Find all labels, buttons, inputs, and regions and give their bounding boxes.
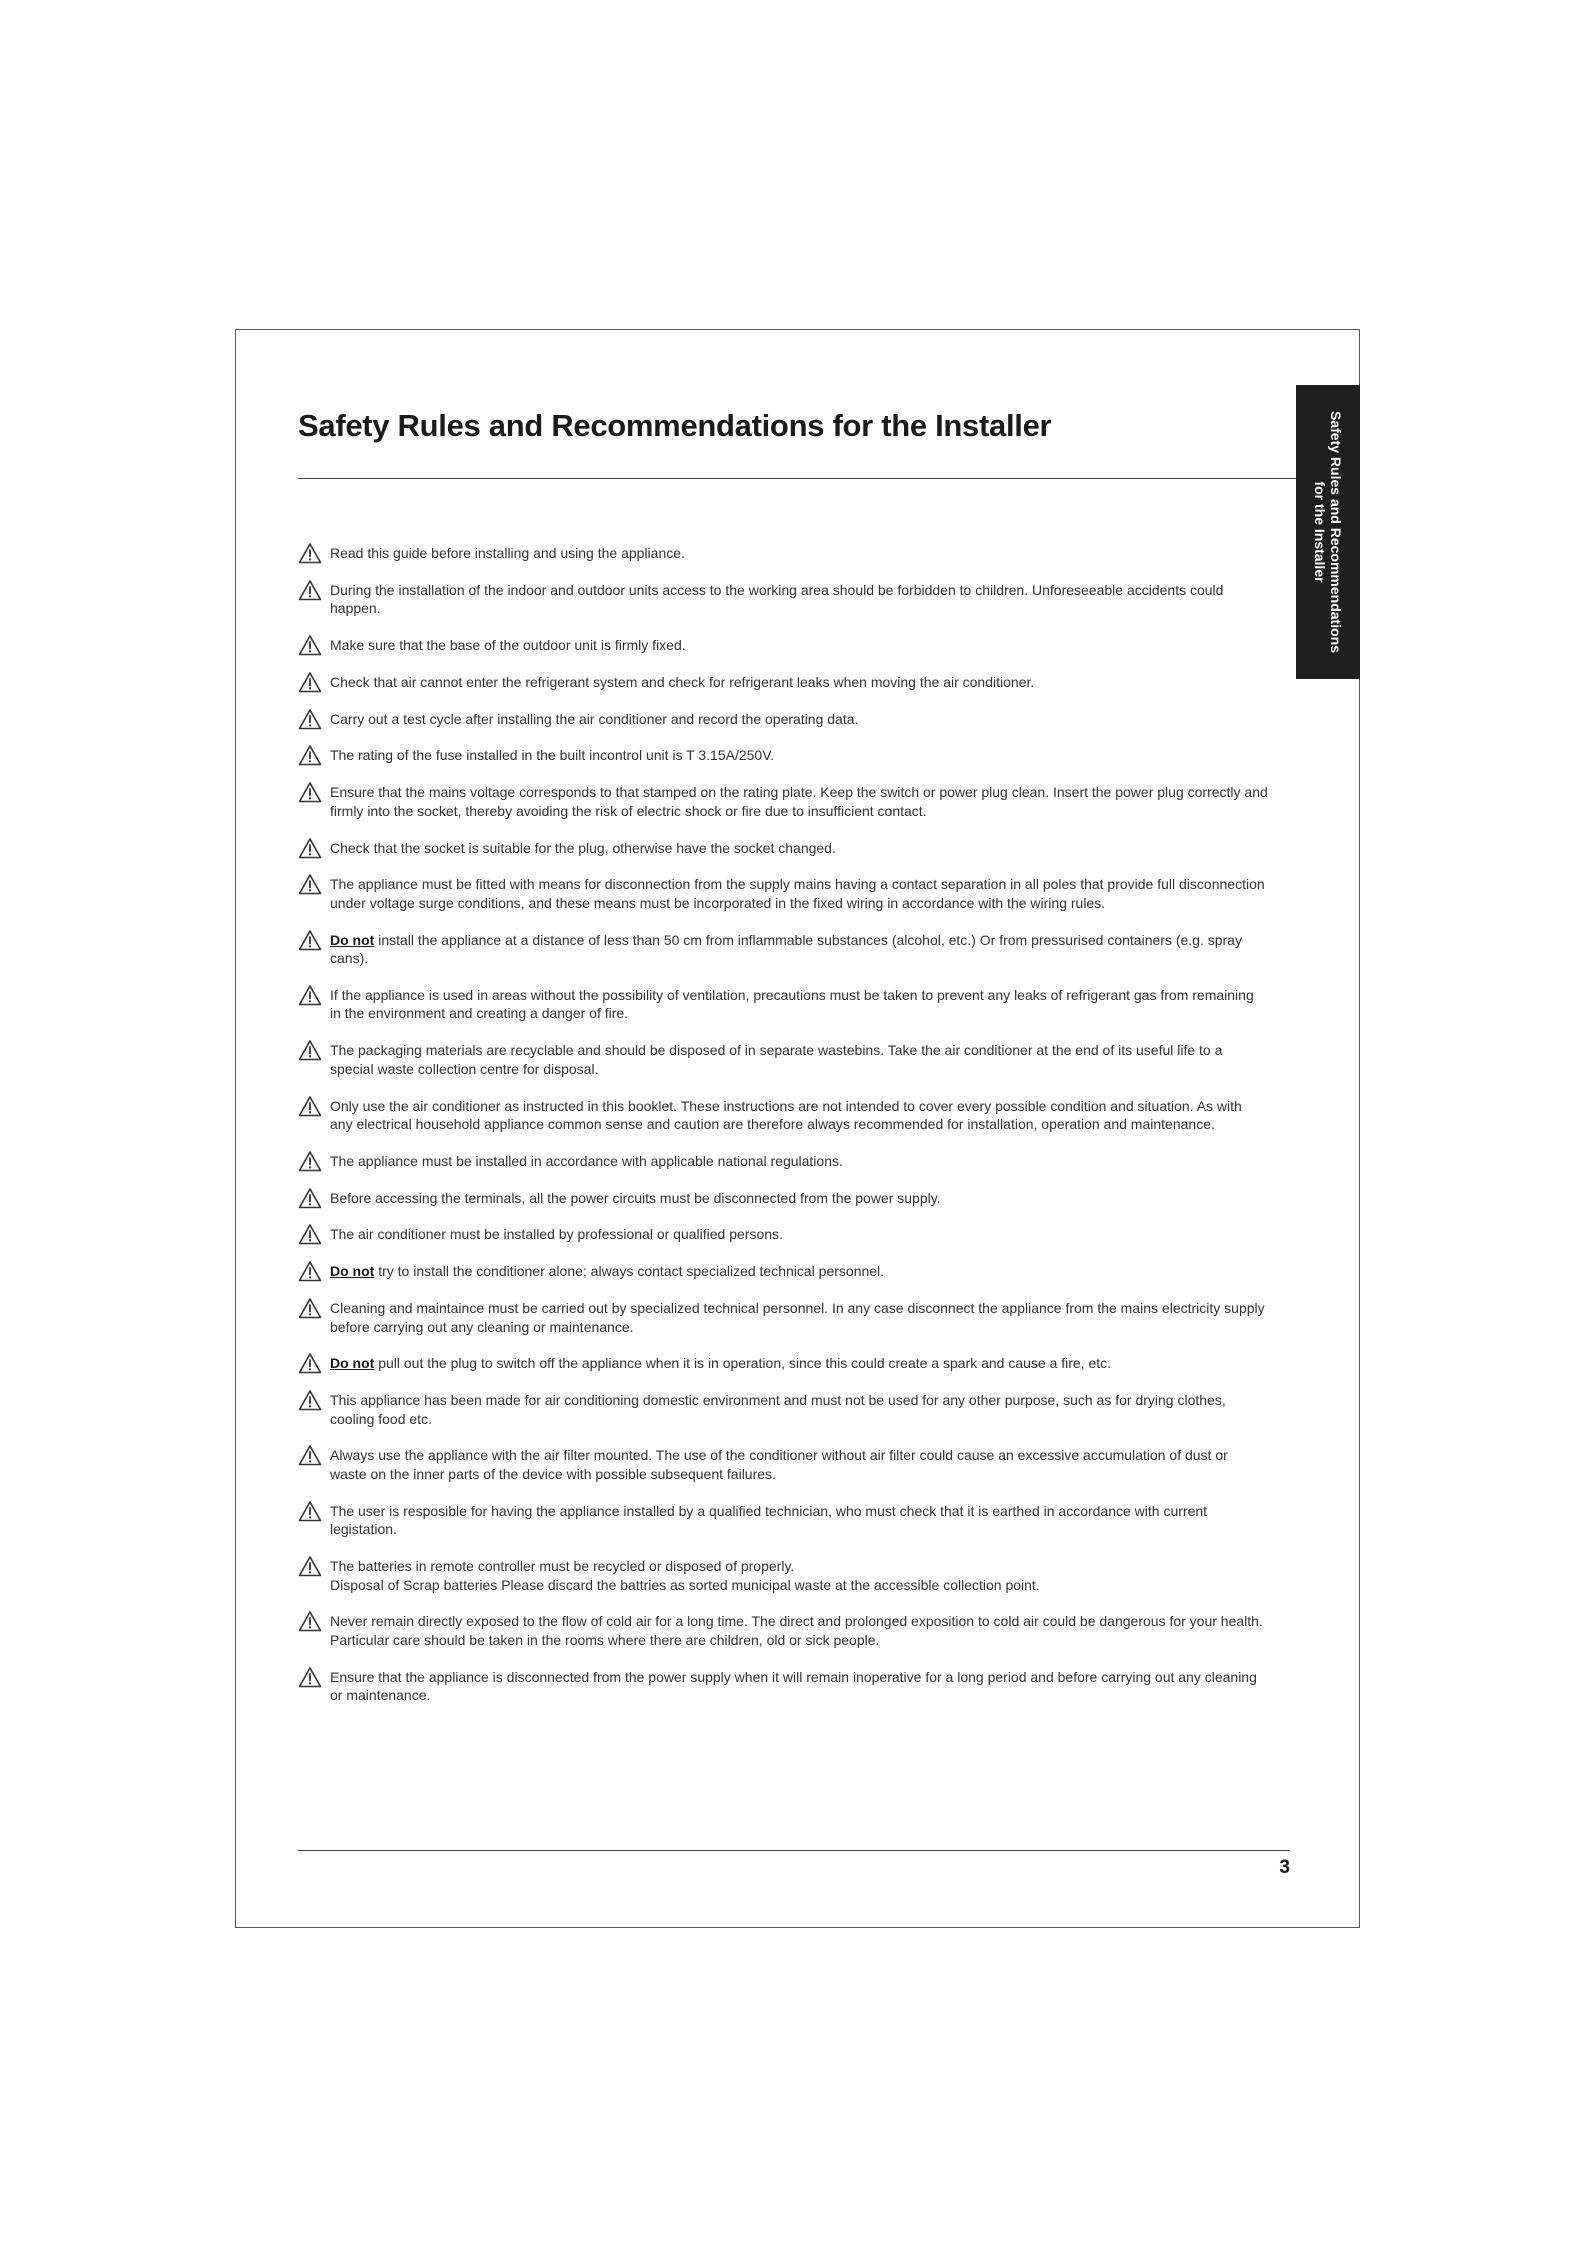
rule-text: The appliance must be fitted with means for disconnection from the supply mains having a contact separation in all poles that provide full disconnection under voltage surge conditions, and these means must be incorporated in the fixed wiring in accordance with the wiring rules. (330, 876, 1265, 911)
rule-text: The batteries in remote controller must be recycled or disposed of properly. (330, 1558, 795, 1575)
rule-text: The rating of the fuse installed in the built incontrol unit is T 3.15A/250V. (330, 747, 775, 764)
warning-triangle-icon (298, 579, 322, 601)
warning-triangle-icon (298, 671, 322, 693)
safety-rule-item (298, 931, 1268, 968)
rule-text: Ensure that the mains voltage corresponds to that stamped on the rating plate. Keep the switch or power plug clean. Insert the power plug correctly and firmly into the socket, thereby avoiding the risk of electric shock or fire due to insufficient contact. (330, 784, 1268, 819)
safety-rule-item (298, 1189, 1268, 1208)
safety-rule-item (298, 1152, 1268, 1171)
rule-text: Before accessing the terminals, all the power circuits must be disconnected from the power supply. (330, 1189, 941, 1206)
warning-triangle-icon (298, 837, 322, 859)
rule-text: Make sure that the base of the outdoor unit is firmly fixed. (330, 637, 686, 654)
safety-rule-item (298, 1557, 1268, 1594)
warning-triangle-icon (298, 1150, 322, 1172)
rule-text: The air conditioner must be installed by professional or qualified persons. (330, 1226, 783, 1243)
rule-text: Never remain directly exposed to the flow of cold air for a long time. The direct and prolonged exposition to cold air could be dangerous for your health. Particular care should be taken in the rooms where there are children, old or sick people. (330, 1613, 1263, 1648)
warning-triangle-icon (298, 1555, 322, 1577)
safety-rule-item (298, 783, 1268, 820)
safety-rule-item (298, 1391, 1268, 1428)
warning-triangle-icon (298, 984, 322, 1006)
safety-rule-item (298, 1354, 1268, 1373)
safety-rule-item (298, 1225, 1268, 1244)
warning-triangle-icon (298, 1352, 322, 1374)
rule-text: Carry out a test cycle after installing the air conditioner and record the operating data. (330, 710, 859, 727)
warning-triangle-icon (298, 1187, 322, 1209)
warning-triangle-icon (298, 1223, 322, 1245)
safety-rule-item (298, 710, 1268, 729)
rule-text: The user is resposible for having the appliance installed by a qualified technician, who must check that it is earthed in accordance with current legistation. (330, 1502, 1208, 1538)
warning-triangle-icon (298, 634, 322, 656)
side-tab-label (1312, 411, 1344, 653)
safety-rule-item (298, 636, 1268, 655)
safety-rule-item (298, 875, 1268, 912)
safety-rule-item (298, 1502, 1268, 1539)
warning-triangle-icon (298, 873, 322, 895)
safety-rule-item (298, 1262, 1268, 1281)
rule-text: Check that air cannot enter the refrigerant system and check for refrigerant leaks when moving the air conditioner. (330, 673, 1035, 690)
rule-text: install the appliance at a distance of less than 50 cm from inflammable substances (alcohol, etc.) Or from pressurised containers (e.g. spray cans). (330, 931, 1242, 967)
rule-emphasis: Do not (330, 931, 375, 948)
safety-rule-item (298, 673, 1268, 692)
safety-rule-item (298, 1668, 1268, 1705)
warning-triangle-icon (298, 1444, 322, 1466)
page-title: Safety Rules and Recommendations for the Installer (298, 408, 1052, 443)
rule-text: Cleaning and maintaince must be carried out by specialized technical personnel. In any case disconnect the appliance from the mains electricity supply before carrying out any cleaning or maintenance. (330, 1300, 1265, 1335)
footer-divider (298, 1850, 1290, 1851)
safety-rules-list (298, 544, 1268, 1723)
rule-text: Read this guide before installing and using the appliance. (330, 545, 685, 561)
safety-rule-item (298, 986, 1268, 1023)
rule-text-continued: Disposal of Scrap batteries Please discard the battries as sorted municipal waste at the accessible collection point. (330, 1576, 1040, 1593)
rule-text: Only use the air conditioner as instructed in this booklet. These instructions are not intended to cover every possible condition and situation. As with any electrical household appliance common sense and caution are therefore always recommended for installation, operation and maintenance. (330, 1097, 1242, 1133)
warning-triangle-icon (298, 1260, 322, 1282)
rule-text: try to install the conditioner alone; always contact specialized technical personnel. (374, 1263, 885, 1280)
warning-triangle-icon (298, 1666, 322, 1688)
rule-text: During the installation of the indoor and outdoor units access to the working area should be forbidden to children. Unforeseeable accidents could happen. (330, 581, 1224, 617)
warning-triangle-icon (298, 542, 322, 564)
safety-rule-item (298, 1097, 1268, 1134)
safety-rule-item (298, 1299, 1268, 1336)
rule-text: Check that the socket is suitable for the plug, otherwise have the socket changed. (330, 839, 836, 856)
warning-triangle-icon (298, 781, 322, 803)
rule-emphasis: Do not (330, 1263, 375, 1280)
warning-triangle-icon (298, 708, 322, 730)
page-number: 3 (1279, 1857, 1290, 1878)
rule-text: The appliance must be installed in accordance with applicable national regulations. (330, 1152, 843, 1169)
safety-rule-item (298, 581, 1268, 618)
rule-emphasis: Do not (330, 1355, 375, 1372)
safety-rule-item (298, 1041, 1268, 1078)
rule-text: Ensure that the appliance is disconnected from the power supply when it will remain inoperative for a long period and before carrying out any cleaning or maintenance. (330, 1668, 1257, 1704)
rule-text: This appliance has been made for air conditioning domestic environment and must not be used for any other purpose, such as for drying clothes, cooling food etc. (330, 1392, 1226, 1427)
warning-triangle-icon (298, 744, 322, 766)
rule-text: If the appliance is used in areas without the possibility of ventilation, precautions must be taken to prevent any leaks of refrigerant gas from remaining in the environment and creating a danger of fire. (330, 986, 1254, 1022)
safety-rule-item (298, 1612, 1268, 1649)
safety-rule-item (298, 544, 1268, 563)
warning-triangle-icon (298, 1500, 322, 1522)
side-tab-line-1: Safety Rules and Recommendations (1328, 411, 1344, 653)
warning-triangle-icon (298, 1610, 322, 1632)
warning-triangle-icon (298, 1039, 322, 1061)
rule-text: pull out the plug to switch off the appliance when it is in operation, since this could create a spark and cause a fire, etc. (374, 1355, 1112, 1372)
warning-triangle-icon (298, 1389, 322, 1411)
rule-text: The packaging materials are recyclable and should be disposed of in separate wastebins. Take the air conditioner at the end of its useful life to a special waste collection centre for disposal. (330, 1042, 1223, 1077)
safety-rule-item (298, 1446, 1268, 1483)
safety-rule-item (298, 746, 1268, 765)
safety-rule-item (298, 839, 1268, 858)
side-section-tab (1296, 385, 1360, 679)
warning-triangle-icon (298, 929, 322, 951)
warning-triangle-icon (298, 1297, 322, 1319)
title-divider (298, 478, 1298, 479)
rule-text: Always use the appliance with the air filter mounted. The use of the conditioner without air filter could cause an excessive accumulation of dust or waste on the inner parts of the device with possible subsequent failures. (330, 1447, 1228, 1482)
warning-triangle-icon (298, 1095, 322, 1117)
side-tab-line-2: for the Installer (1312, 481, 1328, 583)
